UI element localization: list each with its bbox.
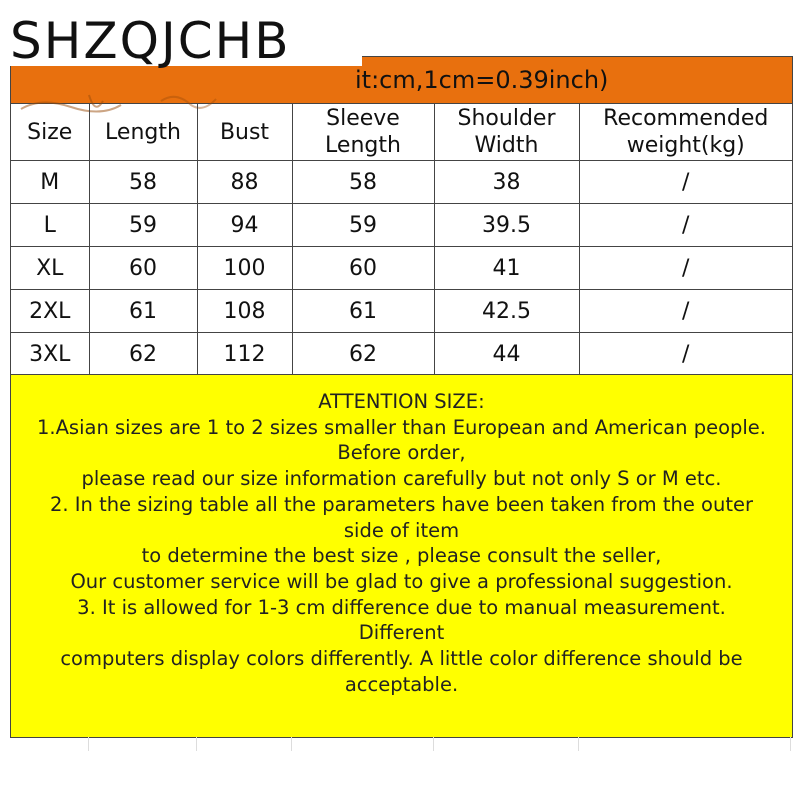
table-cell: / (579, 247, 792, 290)
size-table (11, 104, 792, 376)
table-cell: 38 (434, 161, 579, 204)
table-cell: 60 (89, 247, 197, 290)
attention-notice (11, 374, 792, 737)
table-cell: 108 (197, 290, 292, 333)
table-cell: 94 (197, 204, 292, 247)
table-row (11, 333, 792, 376)
table-row (11, 247, 792, 290)
column-header-line: Sleeve (326, 106, 400, 131)
notice-line: Our customer service will be glad to give a professional suggestion. (70, 569, 733, 593)
table-cell: 61 (292, 290, 434, 333)
column-header (89, 104, 197, 161)
column-header (197, 104, 292, 161)
notice-line: 2. In the sizing table all the parameters have been taken from the outer (50, 492, 753, 516)
size-chart (10, 56, 793, 738)
table-cell: 58 (89, 161, 197, 204)
column-header-line: Length (105, 119, 181, 145)
decorative-gridlines (10, 737, 791, 751)
column-header-line: Width (474, 133, 539, 158)
table-cell: 44 (434, 333, 579, 376)
table-cell: / (579, 290, 792, 333)
column-header-line: Recommended (603, 106, 769, 131)
table-row (11, 290, 792, 333)
table-cell: / (579, 204, 792, 247)
column-header-line: weight(kg) (626, 133, 745, 158)
table-cell: 58 (292, 161, 434, 204)
table-cell: 60 (292, 247, 434, 290)
table-header-row (11, 104, 792, 161)
table-row (11, 161, 792, 204)
notice-line: side of item (343, 518, 460, 542)
column-header-line: Size (27, 119, 73, 145)
size-cell: L (11, 204, 89, 247)
table-cell: 61 (89, 290, 197, 333)
table-cell: 62 (292, 333, 434, 376)
column-header (292, 104, 434, 161)
table-cell: 62 (89, 333, 197, 376)
notice-line: please read our size information carefully but not only S or M etc. (81, 467, 722, 491)
unit-note: it:cm,1cm=0.39inch) (355, 66, 609, 94)
size-cell: XL (11, 247, 89, 290)
notice-line: Before order, (337, 441, 466, 465)
brand-watermark (0, 0, 362, 70)
table-cell: 88 (197, 161, 292, 204)
notice-line: 3. It is allowed for 1-3 cm difference due to manual measurement. (77, 595, 726, 619)
notice-title: ATTENTION SIZE: (318, 390, 485, 413)
column-header (11, 104, 89, 161)
table-cell: 42.5 (434, 290, 579, 333)
table-row (11, 204, 792, 247)
table-body (11, 161, 792, 376)
table-cell: 112 (197, 333, 292, 376)
brand-name: SHZQJCHB (10, 12, 291, 70)
table-cell: 41 (434, 247, 579, 290)
size-cell: M (11, 161, 89, 204)
notice-line: acceptable. (344, 672, 459, 696)
column-header (579, 104, 792, 161)
size-cell: 3XL (11, 333, 89, 376)
size-cell: 2XL (11, 290, 89, 333)
column-header-line: Length (325, 133, 401, 158)
notice-line: 1.Asian sizes are 1 to 2 sizes smaller than European and American people. (36, 415, 766, 439)
notice-line: to determine the best size , please consult the seller, (141, 544, 662, 568)
column-header-line: Shoulder (457, 106, 556, 131)
table-cell: 59 (292, 204, 434, 247)
table-cell: / (579, 333, 792, 376)
column-header (434, 104, 579, 161)
table-cell: / (579, 161, 792, 204)
notice-line: Different (358, 621, 445, 645)
table-cell: 39.5 (434, 204, 579, 247)
table-cell: 59 (89, 204, 197, 247)
notice-line: computers display colors differently. A little color difference should be (60, 647, 743, 671)
column-header-line: Bust (219, 119, 270, 145)
table-cell: 100 (197, 247, 292, 290)
